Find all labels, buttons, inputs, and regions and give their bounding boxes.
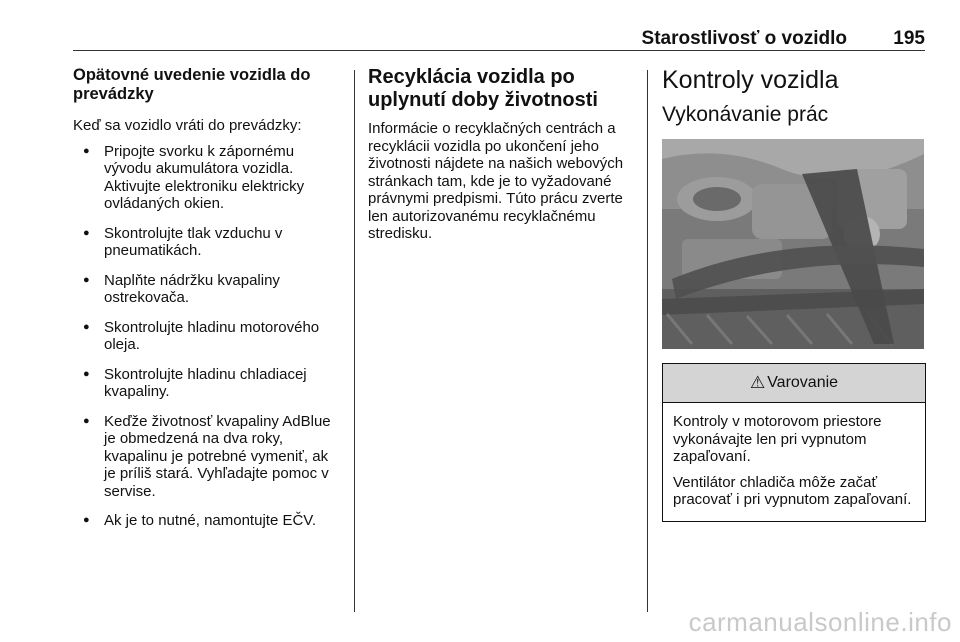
watermark: carmanualsonline.info [688,607,952,637]
section-heading: Recyklácia vozidla po uplynutí doby životnosti [368,66,598,111]
page-header [73,28,925,51]
running-title: Starostlivosť o vozidlo [641,28,847,49]
list-item: ● Pripojte svorku k zápornému vývodu akumulátora vozidla. Aktivujte elektroniku elektricky ovládaných okien. [73,143,343,213]
page-number: 195 [893,28,925,49]
list-item: ● Skontrolujte tlak vzduchu v pneumatikách. [73,225,343,260]
warning-title: Varovanie [767,374,839,391]
chapter-heading: Kontroly vozidla [662,66,839,94]
list-item: ● Keďže životnosť kvapaliny AdBlue je obmedzená na dva roky, kvapalinu je potrebné vymeniť, ak je príliš stará. Vyhľadajte pomoc v servise. [73,413,343,501]
section-heading: Opätovné uvedenie vozidla do prevádzky [73,66,311,103]
warning-box [662,363,926,522]
warning-header [663,364,925,403]
warning-triangle-icon: ⚠ [749,373,766,392]
warning-paragraph: Kontroly v motorovom priestore vykonávajte len pri vypnutom zapaľovaní. [673,413,882,465]
checklist [73,143,343,530]
recycling-paragraph: Informácie o recyklačných centrách a recyklácii vozidla po ukončení jeho životnosti nájdete na našich webových stránkach tam, kde je to vyžadované právnymi predpismi. Túto prácu zverte len autorizovanému recyklačnému stredisku. [368,120,624,242]
column-recycling [368,66,638,243]
list-item: ● Skontrolujte hladinu motorového oleja. [73,319,343,354]
column-recommissioning [73,66,343,542]
engine-bay-photo [662,139,924,349]
list-item: ● Ak je to nutné, namontujte EČV. [73,512,343,530]
warning-body [663,403,925,521]
column-vehicle-checks [662,66,926,522]
subsection-heading: Vykonávanie prác [662,103,829,126]
column-divider-1 [354,70,355,612]
list-item: ● Naplňte nádržku kvapaliny ostrekovača. [73,272,343,307]
column-divider-2 [647,70,648,612]
list-item: ● Skontrolujte hladinu chladiacej kvapaliny. [73,366,343,401]
intro-text: Keď sa vozidlo vráti do prevádzky: [73,117,302,134]
warning-paragraph: Ventilátor chladiča môže začať pracovať i pri vypnutom zapaľovaní. [673,473,912,508]
